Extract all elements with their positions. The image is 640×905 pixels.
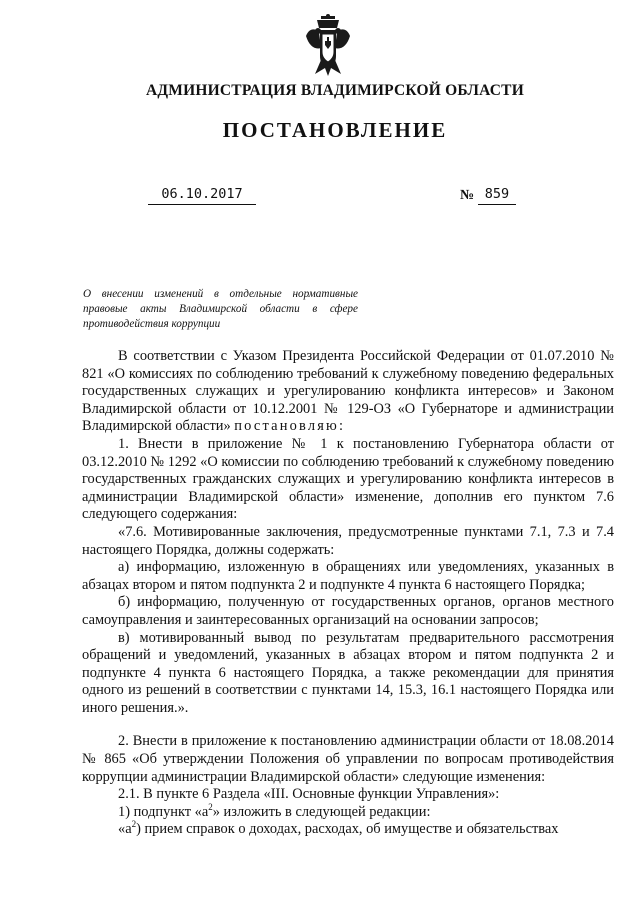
preamble-text: В соответствии с Указом Президента Российской Федерации от 01.07.2010 № 821 «О комиссиях по соблюдению требований к служебному поведению федеральных государственных служащих и урегулированию конфликта интересов» и Законом Владимирской области от 10.12.2001 № 129-ОЗ «О Губернаторе и администрации Владимирской области» <box>82 348 614 435</box>
subpoint-1-text-end: » изложить в следующей редакции: <box>212 803 431 820</box>
paragraph-item-1: 1. Внести в приложение № 1 к постановлению Губернатора области от 03.12.2010 № 1292 «О комиссии по соблюдению требований к служебному поведению государственных гражданских служащих и урегулированию конфликта интересов в администрации Владимирской области» изменение, дополнив его пунктом 7.6 следующего содержания: <box>82 435 614 523</box>
paragraph-subitem-a: а) информацию, изложенную в обращениях или уведомлениях, указанных в абзацах втором и пятом подпункта 2 и подпункте 4 пункта 6 настоящего Порядка; <box>82 559 614 593</box>
document-body <box>82 348 614 839</box>
subpoint-a2-text-start: «а <box>118 821 132 838</box>
subpoint-1-text-start: 1) подпункт «а <box>118 803 209 820</box>
paragraph-subpoint-a2 <box>82 821 614 839</box>
paragraph-subpoint-1 <box>82 804 614 822</box>
paragraph-preamble <box>82 348 614 436</box>
subpoint-a2-text-end: ) прием справок о доходах, расходах, об имуществе и обязательствах <box>136 821 559 838</box>
paragraph-subitem-v: в) мотивированный вывод по результатам предварительного рассмотрения обращений и уведомлений, указанных в абзацах втором и пятом подпункта 2 и подпункте 4 пункта 6 настоящего Порядка, а также рекомендации для принятия одного из решений в соответствии с пунктами 14, 15.3, 16.1 настоящего Порядка или иного решения.». <box>82 629 614 716</box>
document-number: 859 <box>478 186 516 205</box>
organization-name: АДМИНИСТРАЦИЯ ВЛАДИМИРСКОЙ ОБЛАСТИ <box>146 82 524 99</box>
document-type-title: ПОСТАНОВЛЕНИЕ <box>222 118 448 142</box>
document-subject: О внесении изменений в отдельные нормативные правовые акты Владимирской области в сфере противодействия коррупции <box>83 288 358 331</box>
paragraph-item-7-6: «7.6. Мотивированные заключения, предусмотренные пунктами 7.1, 7.3 и 7.4 настоящего Порядка, должны содержать: <box>82 523 614 558</box>
decree-word: постановляю: <box>234 418 346 435</box>
document-date: 06.10.2017 <box>148 186 256 205</box>
paragraph-subitem-b: б) информацию, полученную от государственных органов, органов местного самоуправления и заинтересованных организаций на основании запросов; <box>82 594 614 628</box>
coat-of-arms-emblem <box>303 14 353 78</box>
superscript: 2 <box>131 819 137 830</box>
paragraph-item-2-1: 2.1. В пункте 6 Раздела «III. Основные функции Управления»: <box>118 786 500 803</box>
paragraph-item-2: 2. Внести в приложение к постановлению администрации области от 18.08.2014 № 865 «Об утверждении Положения об управлении по вопросам противодействия коррупции администрации Владимирской области» следующие изменения: <box>82 733 614 785</box>
number-sign: № <box>460 188 475 203</box>
superscript: 2 <box>208 802 213 813</box>
